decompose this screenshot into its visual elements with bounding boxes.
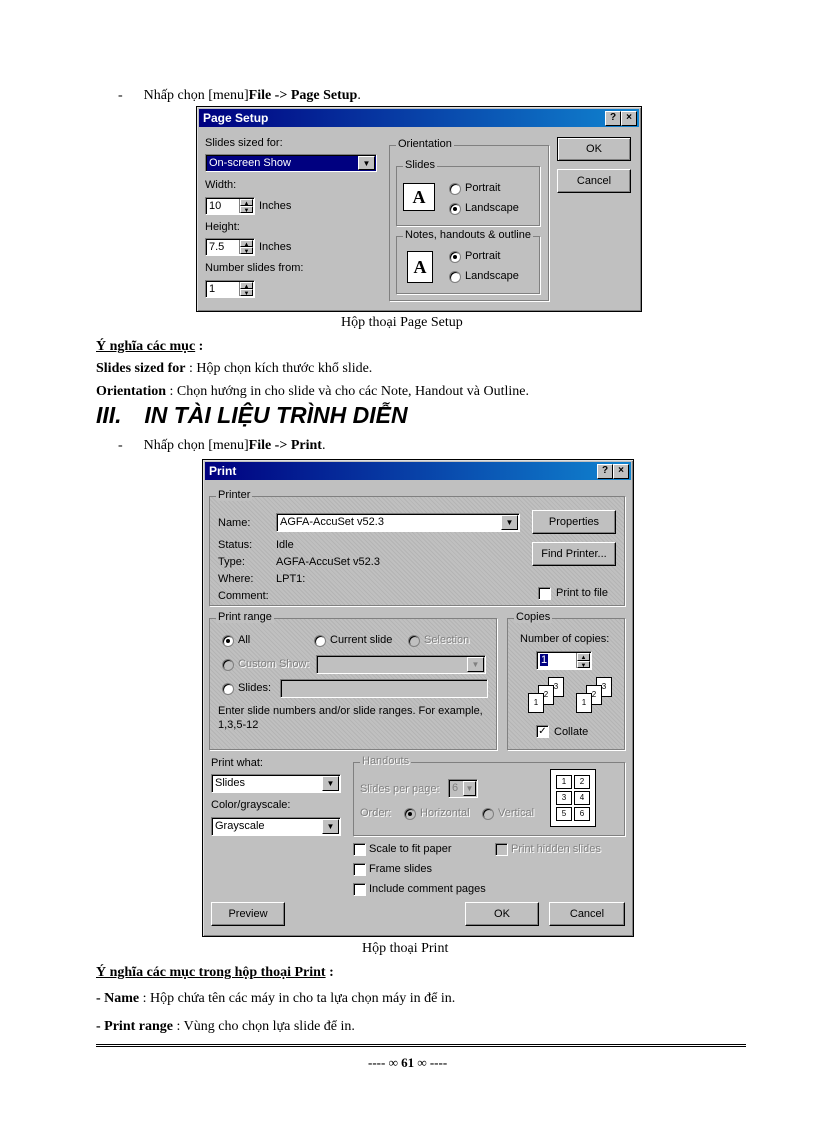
ok-button[interactable]: OK — [557, 137, 631, 161]
chevron-down-icon[interactable]: ▼ — [467, 657, 484, 672]
slides-per-page-label: Slides per page: — [360, 783, 440, 795]
page-number-footer: ---- ∞ 61 ∞ ---- — [368, 1055, 448, 1070]
notes-landscape-radio[interactable] — [449, 271, 461, 283]
meaning-2-item-2-term: - Print range — [96, 1019, 173, 1034]
scale-to-fit-label[interactable]: Scale to fit paper — [369, 843, 452, 855]
footer-rule — [96, 1044, 746, 1047]
print-what-label: Print what: — [211, 757, 263, 769]
notes-group-label: Notes, handouts & outline — [405, 229, 531, 241]
meaning-2-heading-colon: : — [329, 965, 334, 980]
meaning-1-item-2 — [96, 384, 529, 400]
number-slides-from-label: Number slides from: — [205, 262, 304, 274]
copies-group — [507, 611, 625, 750]
step-2-dash: - — [118, 438, 123, 453]
page-setup-title: Page Setup — [203, 111, 269, 125]
number-of-copies-label: Number of copies: — [520, 633, 610, 645]
chevron-down-icon[interactable]: ▼ — [501, 515, 518, 530]
print-range-group — [209, 611, 497, 750]
slides-orientation-group — [396, 159, 540, 226]
chevron-down-icon[interactable]: ▼ — [463, 781, 476, 796]
cancel-button[interactable]: Cancel — [549, 902, 625, 926]
slides-sized-for-value: On-screen Show — [209, 157, 291, 169]
handout-thumb: 5 — [556, 807, 572, 821]
collate-page-icon: 3 — [596, 677, 612, 697]
range-example: 1,3,5-12 — [218, 719, 259, 731]
meaning-1-item-1 — [96, 361, 372, 377]
color-grayscale-label: Color/grayscale: — [211, 799, 291, 811]
copies-value: 1 — [541, 654, 548, 666]
portrait-page-icon: A — [407, 251, 433, 283]
orientation-group — [389, 138, 549, 301]
collate-page-icon: 3 — [548, 677, 564, 697]
slides-landscape-label[interactable]: Landscape — [465, 202, 519, 214]
find-printer-button[interactable]: Find Printer... — [532, 542, 616, 566]
properties-button[interactable]: Properties — [532, 510, 616, 534]
custom-show-select[interactable] — [316, 655, 486, 674]
handouts-group — [353, 755, 625, 836]
print-to-file-label[interactable]: Print to file — [556, 587, 608, 599]
caption-print: Hộp thoại Print — [362, 941, 449, 956]
preview-button[interactable]: Preview — [211, 902, 285, 926]
meaning-1-item-2-desc: : Chọn hướng in cho slide và cho các Note, Handout và Outline. — [169, 384, 529, 399]
slides-per-page-value: 6 — [452, 782, 459, 794]
print-dialog — [202, 459, 634, 937]
print-hidden-checkbox[interactable] — [495, 843, 508, 856]
handout-thumb: 3 — [556, 791, 572, 805]
notes-landscape-label[interactable]: Landscape — [465, 270, 519, 282]
slides-landscape-radio[interactable] — [449, 203, 461, 215]
type-value: AGFA-AccuSet v52.3 — [276, 556, 380, 568]
step-1-text: Nhấp chọn [menu] — [143, 88, 249, 103]
print-title: Print — [209, 464, 237, 478]
width-unit: Inches — [259, 200, 292, 212]
copies-spinner[interactable]: ▲ ▼ — [576, 653, 590, 668]
horizontal-label[interactable]: Horizontal — [420, 807, 470, 819]
meaning-2-heading — [96, 965, 334, 981]
help-button[interactable]: ? — [605, 111, 621, 126]
section-3-number: III. — [96, 402, 122, 428]
handout-layout-preview — [550, 769, 596, 827]
number-slides-from-input[interactable] — [205, 280, 255, 298]
slides-portrait-radio[interactable] — [449, 183, 461, 195]
comment-label: Comment: — [218, 590, 269, 602]
print-titlebar — [205, 462, 631, 480]
printer-group-label: Printer — [218, 489, 251, 501]
copies-label: Copies — [516, 611, 551, 623]
collate-page-icon: 1 — [528, 693, 544, 713]
meaning-1-item-2-term: Orientation — [96, 384, 166, 399]
notes-portrait-label[interactable]: Portrait — [465, 250, 501, 262]
selection-label[interactable]: Selection — [424, 634, 470, 646]
meaning-2-item-1 — [96, 991, 455, 1007]
height-value: 7.5 — [209, 241, 225, 253]
handout-thumb: 1 — [556, 775, 572, 789]
handout-thumb: 6 — [574, 807, 590, 821]
meaning-1-heading — [96, 339, 203, 355]
slides-per-page-select[interactable] — [448, 779, 478, 798]
step-1-period: . — [357, 88, 361, 103]
selection-radio[interactable] — [408, 635, 420, 647]
meaning-1-item-1-term: Slides sized for — [96, 361, 186, 376]
collate-label[interactable]: Collate — [554, 726, 589, 738]
include-comments-label[interactable]: Include comment pages — [369, 883, 486, 895]
chevron-down-icon[interactable]: ▼ — [322, 819, 339, 834]
collate-page-icon: 2 — [586, 685, 602, 705]
close-button[interactable]: × — [621, 111, 637, 126]
meaning-1-item-1-desc: : Hộp chọn kích thước khổ slide. — [188, 361, 373, 376]
page-setup-dialog — [196, 106, 642, 312]
frame-slides-label[interactable]: Frame slides — [369, 863, 432, 875]
copies-input[interactable] — [536, 651, 592, 670]
slides-label[interactable]: Slides: — [238, 682, 272, 694]
slides-sized-for-select[interactable] — [205, 154, 377, 172]
vertical-radio[interactable] — [482, 808, 494, 820]
meaning-2-item-2 — [96, 1019, 355, 1035]
chevron-down-icon[interactable]: ▼ — [322, 776, 339, 791]
chevron-down-icon[interactable]: ▼ — [358, 156, 375, 170]
print-what-select[interactable] — [211, 774, 341, 793]
width-label: Width: — [205, 179, 237, 191]
frame-slides-checkbox[interactable] — [353, 863, 366, 876]
meaning-1-heading-text: Ý nghĩa các mục — [96, 339, 196, 354]
height-input[interactable] — [205, 238, 255, 256]
current-slide-radio[interactable] — [314, 635, 326, 647]
all-label[interactable]: All — [238, 634, 251, 646]
number-slides-from-value: 1 — [209, 283, 216, 295]
step-1-dash: - — [118, 88, 123, 103]
step-1-line — [118, 88, 361, 104]
slides-range-input[interactable] — [280, 679, 488, 698]
printer-group — [209, 489, 625, 606]
vertical-label[interactable]: Vertical — [498, 807, 535, 819]
handout-thumb: 2 — [574, 775, 590, 789]
landscape-page-icon: A — [403, 183, 435, 211]
number-from-spinner[interactable]: ▲ ▼ — [239, 282, 253, 296]
notes-portrait-radio[interactable] — [449, 251, 461, 263]
scale-to-fit-checkbox[interactable] — [353, 843, 366, 856]
ok-button[interactable]: OK — [465, 902, 539, 926]
where-label: Where: — [218, 573, 254, 585]
step-2-text: Nhấp chọn [menu] — [143, 438, 249, 453]
orientation-label: Orientation — [398, 138, 452, 150]
type-label: Type: — [218, 556, 245, 568]
slides-group-label: Slides — [405, 159, 435, 171]
print-hidden-label[interactable]: Print hidden slides — [511, 843, 601, 855]
range-hint: Enter slide numbers and/or slide ranges. For example, — [218, 705, 483, 717]
order-label: Order: — [360, 807, 392, 819]
color-grayscale-select[interactable] — [211, 817, 341, 836]
current-slide-label[interactable]: Current slide — [330, 634, 393, 646]
collate-checkbox[interactable]: ✓ — [536, 725, 549, 738]
collate-page-icon: 2 — [538, 685, 554, 705]
slides-sized-for-label: Slides sized for: — [205, 137, 283, 149]
help-button[interactable]: ? — [597, 464, 613, 479]
meaning-1-heading-colon: : — [198, 339, 204, 354]
caption-page-setup: Hộp thoại Page Setup — [341, 315, 463, 330]
status-label: Status: — [218, 539, 253, 551]
horizontal-radio[interactable] — [404, 808, 416, 820]
notes-orientation-group — [396, 229, 540, 294]
include-comments-checkbox[interactable] — [353, 883, 366, 896]
step-1-command: File -> Page Setup — [248, 88, 358, 103]
close-button[interactable]: × — [613, 464, 629, 479]
slides-portrait-label[interactable]: Portrait — [465, 182, 501, 194]
slides-radio[interactable] — [222, 683, 234, 695]
custom-show-radio[interactable] — [222, 659, 234, 671]
collate-page-icon: 1 — [576, 693, 592, 713]
printer-name-select[interactable] — [276, 513, 520, 532]
step-2-line — [118, 438, 325, 454]
section-3-title: IN TÀI LIỆU TRÌNH DIỄN — [144, 402, 408, 428]
section-3-heading — [96, 402, 408, 429]
meaning-2-heading-text: Ý nghĩa các mục trong hộp thoại Print — [96, 965, 326, 980]
color-grayscale-value: Grayscale — [215, 820, 265, 832]
name-label: Name: — [218, 517, 251, 529]
width-spinner[interactable]: ▲ ▼ — [239, 199, 253, 213]
step-2-command: File -> Print — [248, 438, 322, 453]
where-value: LPT1: — [276, 573, 306, 585]
page-setup-titlebar — [199, 109, 639, 127]
width-value: 10 — [209, 200, 222, 212]
cancel-button[interactable]: Cancel — [557, 169, 631, 193]
custom-show-label[interactable]: Custom Show: — [238, 658, 310, 670]
height-label: Height: — [205, 221, 240, 233]
meaning-2-item-1-term: - Name — [96, 991, 140, 1006]
height-spinner[interactable]: ▲ ▼ — [239, 240, 253, 254]
all-radio[interactable] — [222, 635, 234, 647]
meaning-2-item-2-desc: : Vùng cho chọn lựa slide để in. — [176, 1019, 355, 1034]
height-unit: Inches — [259, 241, 292, 253]
print-to-file-checkbox[interactable] — [538, 587, 551, 600]
handout-thumb: 4 — [574, 791, 590, 805]
print-range-label: Print range — [218, 611, 272, 623]
printer-name-value: AGFA-AccuSet v52.3 — [280, 516, 384, 528]
print-what-value: Slides — [215, 777, 245, 789]
handouts-label: Handouts — [362, 755, 410, 767]
meaning-2-item-1-desc: : Hộp chứa tên các máy in cho ta lựa chọn máy in để in. — [142, 991, 456, 1006]
step-2-period: . — [321, 438, 326, 453]
width-input[interactable] — [205, 197, 255, 215]
status-value: Idle — [276, 539, 294, 551]
